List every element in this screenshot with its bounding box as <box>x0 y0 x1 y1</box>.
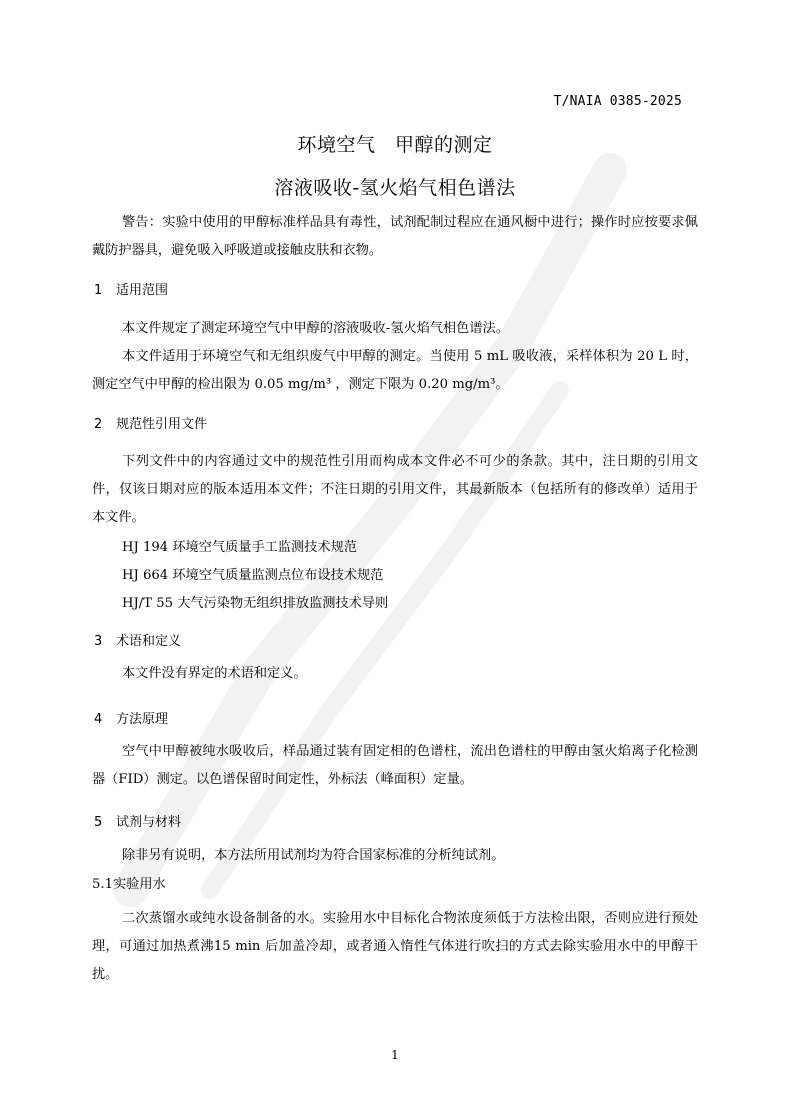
section-4-heading <box>94 708 168 727</box>
page-number: 1 <box>391 1048 399 1062</box>
section-5-paragraph-1: 除非另有说明，本方法所用试剂均为符合国家标准的分析纯试剂。 <box>122 848 505 863</box>
document-subtitle: 溶液吸收-氢火焰气相色谱法 <box>274 177 516 199</box>
section-3-paragraph-1: 本文件没有界定的术语和定义。 <box>122 666 307 681</box>
section-3-heading <box>94 630 181 649</box>
document-title: 环境空气 甲醇的测定 <box>297 134 493 156</box>
warning-paragraph: 警告：实验中使用的甲醇标准样品具有毒性，试剂配制过程应在通风橱中进行；操作时应按要求佩戴防护器具，避免吸入呼吸道或接触皮肤和衣物。 <box>92 215 698 258</box>
section-5-heading <box>94 811 181 830</box>
section-number: 4 <box>94 712 103 727</box>
section-1-paragraph-1: 本文件规定了测定环境空气中甲醇的溶液吸收-氢火焰气相色谱法。 <box>122 321 509 336</box>
section-title: 术语和定义 <box>116 634 182 649</box>
section-number: 2 <box>94 417 103 432</box>
section-title: 试剂与材料 <box>116 815 182 830</box>
section-2-heading <box>94 413 207 432</box>
section-1-heading <box>94 279 168 298</box>
subsection-5-1-paragraph: 二次蒸馏水或纯水设备制备的水。实验用水中目标化合物浓度须低于方法检出限，否则应进行预处理，可通过加热煮沸15 min 后加盖冷却，或者通入惰性气体进行吹扫的方式去除实验用水中的甲醇干扰。 <box>92 911 698 982</box>
section-title: 方法原理 <box>116 712 169 727</box>
section-number: 3 <box>94 634 103 649</box>
section-4-paragraph-1: 空气中甲醇被纯水吸收后，样品通过装有固定相的色谱柱，流出色谱柱的甲醇由氢火焰离子化检测器（FID）测定。以色谱保留时间定性，外标法（峰面积）定量。 <box>92 744 698 787</box>
section-title: 适用范围 <box>116 283 169 298</box>
standard-number: T/NAIA 0385-2025 <box>553 94 682 109</box>
section-number: 5 <box>94 815 103 830</box>
reference-item: HJ/T 55 大气污染物无组织排放监测技术导则 <box>122 596 389 611</box>
section-title: 规范性引用文件 <box>116 417 208 432</box>
section-2-paragraph-1: 下列文件中的内容通过文中的规范性引用而构成本文件必不可少的条款。其中，注日期的引用文件，仅该日期对应的版本适用本文件；不注日期的引用文件，其最新版本（包括所有的修改单）适用于本文件。 <box>92 454 698 525</box>
section-1-paragraph-2: 本文件适用于环境空气和无组织废气中甲醇的测定。当使用 5 mL 吸收液，采样体积为 20 L 时，测定空气中甲醇的检出限为 0.05 mg/m³ ，测定下限为 0.20 mg/m³。 <box>92 349 698 392</box>
subsection-5-1-title: 5.1实验用水 <box>92 877 166 892</box>
reference-item: HJ 194 环境空气质量手工监测技术规范 <box>122 540 357 555</box>
section-number: 1 <box>94 283 103 298</box>
reference-item: HJ 664 环境空气质量监测点位布设技术规范 <box>122 568 384 583</box>
